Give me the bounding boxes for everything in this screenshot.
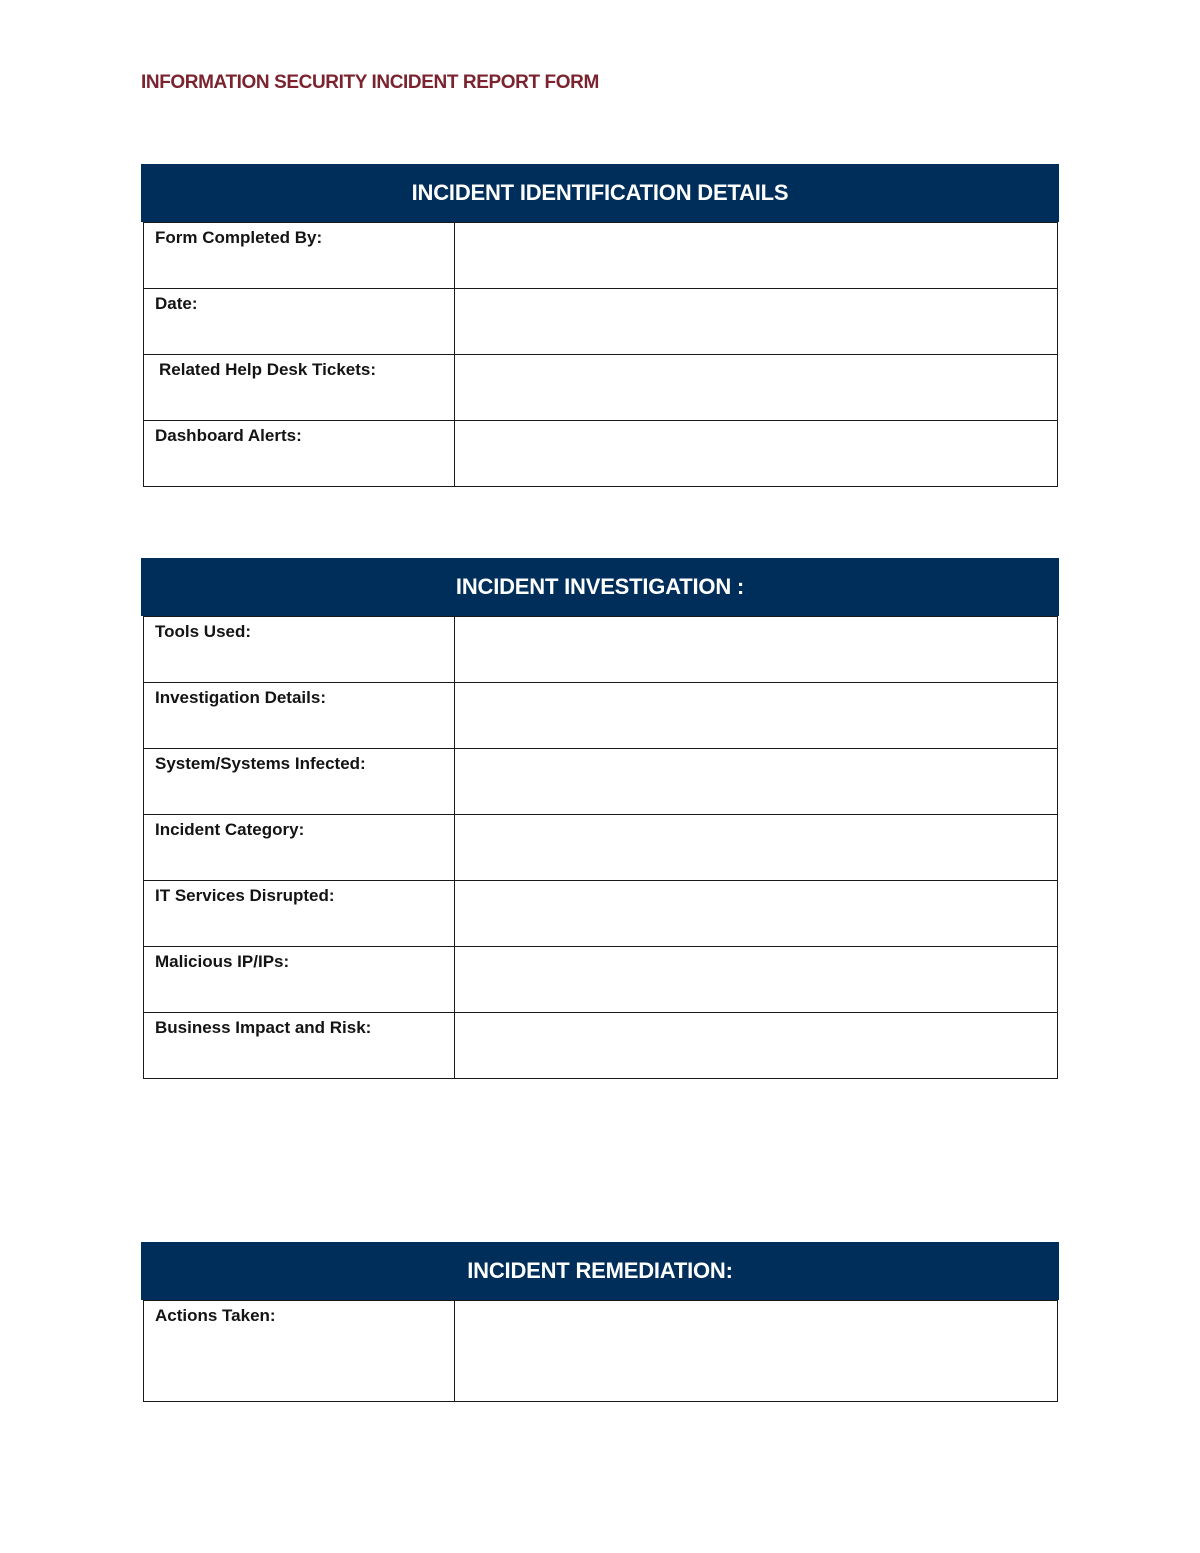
investigation-table [143,616,1058,1079]
identification-section [141,164,1059,487]
table-row [144,683,1058,749]
dashboard-alerts-label: Dashboard Alerts: [144,421,455,487]
related-help-desk-tickets-field[interactable] [455,355,1058,421]
table-row [144,1013,1058,1079]
identification-header: INCIDENT IDENTIFICATION DETAILS [141,164,1059,222]
remediation-header: INCIDENT REMEDIATION: [141,1242,1059,1300]
tools-used-field[interactable] [455,617,1058,683]
it-services-disrupted-label: IT Services Disrupted: [144,881,455,947]
investigation-details-label: Investigation Details: [144,683,455,749]
malicious-ips-label: Malicious IP/IPs: [144,947,455,1013]
table-row [144,1301,1058,1402]
related-help-desk-tickets-label-cell [144,355,455,421]
investigation-details-field[interactable] [455,683,1058,749]
table-row [144,617,1058,683]
tools-used-label: Tools Used: [144,617,455,683]
table-row [144,749,1058,815]
table-row [144,881,1058,947]
identification-table [143,222,1058,487]
table-row [144,355,1058,421]
table-row [144,289,1058,355]
remediation-table [143,1300,1058,1402]
actions-taken-label: Actions Taken: [144,1301,455,1402]
related-help-desk-tickets-label: Related Help Desk Tickets: [159,360,376,379]
malicious-ips-field[interactable] [455,947,1058,1013]
incident-category-field[interactable] [455,815,1058,881]
table-row [144,421,1058,487]
dashboard-alerts-field[interactable] [455,421,1058,487]
investigation-header: INCIDENT INVESTIGATION : [141,558,1059,616]
actions-taken-field[interactable] [455,1301,1058,1402]
table-row [144,947,1058,1013]
table-row [144,223,1058,289]
systems-infected-label: System/Systems Infected: [144,749,455,815]
form-completed-by-label: Form Completed By: [144,223,455,289]
form-completed-by-field[interactable] [455,223,1058,289]
investigation-section [141,558,1059,1079]
business-impact-label: Business Impact and Risk: [144,1013,455,1079]
incident-category-label: Incident Category: [144,815,455,881]
business-impact-field[interactable] [455,1013,1058,1079]
document-title: INFORMATION SECURITY INCIDENT REPORT FORM [141,72,599,93]
systems-infected-field[interactable] [455,749,1058,815]
it-services-disrupted-field[interactable] [455,881,1058,947]
table-row [144,815,1058,881]
remediation-section [141,1242,1059,1402]
date-field[interactable] [455,289,1058,355]
date-label: Date: [144,289,455,355]
